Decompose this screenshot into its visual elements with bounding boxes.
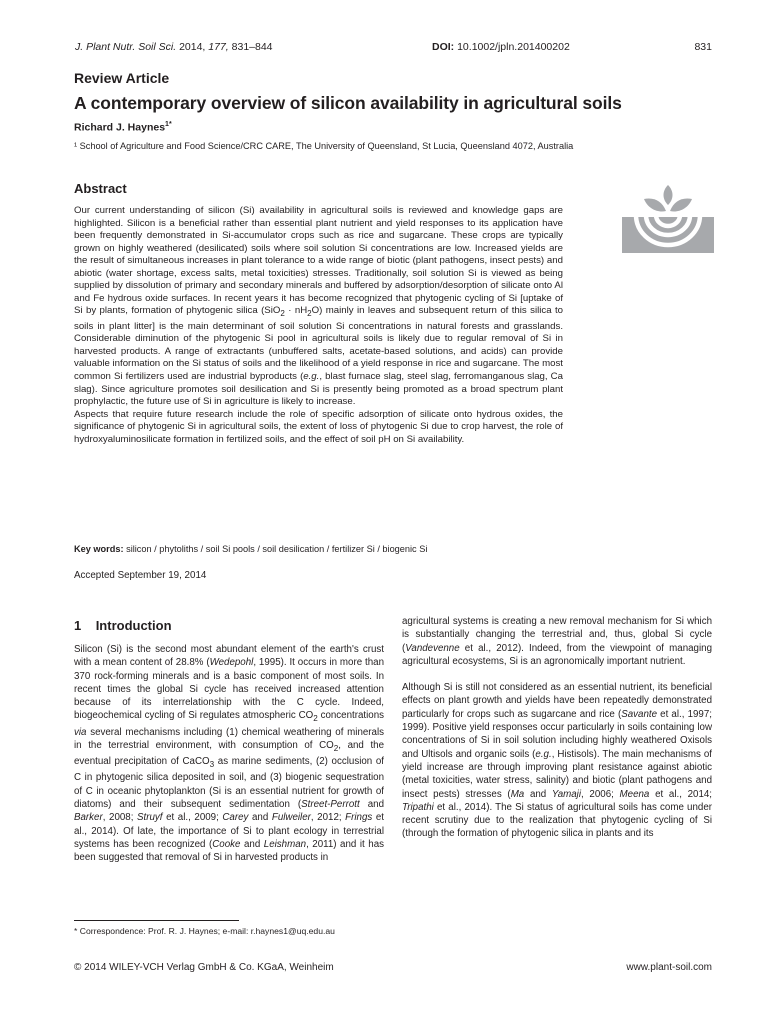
text-run: et al., 2012). Indeed, from the viewpoint of managing agricultural ecosystems, Si is an agronomically important nutrient. <box>402 642 712 667</box>
citation-author[interactable]: Wedepohl <box>209 657 254 669</box>
abstract-paragraph-1 <box>74 205 563 409</box>
text-run: et al., 1997; 1999). Positive yield responses occur particularly in soils containing low concentrations of Si in soil solution including highly weathered Oxisols and Ultisols and organic soils ( <box>402 708 712 760</box>
doi[interactable] <box>432 41 570 53</box>
running-header-citation <box>75 41 273 53</box>
citation-author[interactable]: Savante <box>621 708 657 720</box>
text-run: Although Si is still not considered as an essential nutrient, its beneficial effects on plant growth and yields have been repeatedly demonstrated particularly for crops such as sugarcane and rice ( <box>402 682 712 720</box>
article-title: A contemporary overview of silicon availability in agricultural soils <box>74 93 622 113</box>
author <box>74 121 172 134</box>
article-type: Review Article <box>74 70 170 86</box>
italic-run: e.g. <box>303 371 320 383</box>
text-run: et al., 2014; <box>649 788 713 800</box>
citation-author[interactable]: Ma <box>510 788 525 800</box>
text-run: and <box>524 788 552 800</box>
correspondence-footnote: * Correspondence: Prof. R. J. Haynes; e-mail: r.haynes1@uq.edu.au <box>74 926 335 936</box>
citation-author[interactable]: Tripathi <box>402 801 434 813</box>
journal-pages: 831–844 <box>231 41 273 53</box>
text-run: and <box>240 838 264 850</box>
intro-column-right <box>402 615 712 854</box>
website-link[interactable]: www.plant-soil.com <box>626 962 712 973</box>
citation-author[interactable]: Carey <box>222 812 249 824</box>
doi-value: 10.1002/jpln.201400202 <box>457 41 570 53</box>
text-run: and <box>359 799 384 811</box>
text-run: Silicon (Si) is the second most abundant element of the earth's crust with a mean content of 28.8% ( <box>74 644 384 669</box>
journal-name: J. Plant Nutr. Soil Sci. <box>75 41 177 53</box>
text-run: , 2012; <box>310 812 346 824</box>
citation-author[interactable]: Street-Perrott <box>301 799 360 811</box>
citation-author[interactable]: Fulweiler <box>271 812 311 824</box>
abstract-paragraph-2: Aspects that require future research include the role of specific adsorption of silicate onto hydrous oxides, the significance of phytogenic Si in agricultural soils, the extent of loss of phytogenic Si due to crop harvest, the role of hydroxyaluminosilicate formation in fertilized soils, and the effect of soil pH on Si availability. <box>74 408 563 445</box>
section-heading-introduction <box>74 618 172 633</box>
subscript: 2 <box>333 743 339 753</box>
journal-volume: 177, <box>208 41 229 53</box>
citation-author[interactable]: Frings <box>345 812 373 824</box>
text-run: , blast furnace slag, steel slag, ferromanganous slag, Ca slag). Since agriculture promotes soil desilication and Si is presently being promoted as a broad spectrum plant prophylactic, the future use of Si in agriculture is likely to increase. <box>74 371 563 408</box>
intro-paragraph-1 <box>74 643 384 865</box>
subscript: 2 <box>280 309 285 319</box>
text-run: several mechanisms including (1) chemical weathering of minerals in the terrestrial environment, with consumption of CO <box>74 726 384 752</box>
citation-author[interactable]: Vandevenne <box>405 642 460 654</box>
text-run: as marine sediments, (2) occlusion of C in phytogenic silica deposited in soil, and (3) biogenic sequestration of C in oceanic phytoplankton (Si is an essential nutrient for growth of diatoms) and their subsequent sedimentation ( <box>74 756 384 811</box>
text-run: , 1995). It occurs in more than 370 rock-forming minerals and is a basic component of most soils. In recent times the global Si cycle has received increased attention because of its interrelationship with the C cycle. Indeed, biogeochemical cycling of Si regulates atmospheric CO <box>74 657 384 722</box>
text-run: , 2006; <box>581 788 620 800</box>
keywords-text: silicon / phytoliths / soil Si pools / soil desilication / fertilizer Si / biogenic Si <box>126 544 428 554</box>
author-marks: 1* <box>165 121 172 128</box>
text-run: , Histisols). The main mechanisms of yield increase are through improving plant resistance against abiotic (metal toxicities, water stress, salinity) and biotic (plant pathogens and insect pests) stresses ( <box>402 748 712 800</box>
text-run: et al., 2014). The Si status of agricultural soils has come under recent scrutiny due to the realization that phytogenic cycling of Si (through the formation of phytogenic silica in plants and its <box>402 801 712 840</box>
doi-label: DOI: <box>432 41 455 53</box>
text-run: et al., 2009; <box>162 812 223 824</box>
text-run: and <box>248 812 272 824</box>
abstract-heading: Abstract <box>74 181 127 196</box>
author-name: Richard J. Haynes <box>74 121 166 134</box>
text-run: O) mainly in leaves and subsequent return of this silica to soils in plant litter] is the main determinant of soil solution Si concentrations in natural forests and grasslands. Considerable diminution of the phytogenic Si pool in agricultural soils is likely due to regular removal of Si in harvested products. A range of extractants (unbuffered salts, acetate-based solutions, and acids) can provide valuable information on the Si status of soils and the likelihood of a yield response in rice and sugarcane. The most common Si fertilizers used are industrial byproducts ( <box>74 305 563 383</box>
keywords-label: Key words: <box>74 544 124 554</box>
page-number: 831 <box>694 41 712 53</box>
intro-column-left <box>74 643 384 878</box>
citation-author[interactable]: Struyf <box>137 812 163 824</box>
intro-paragraph-3 <box>402 681 712 841</box>
subscript: 2 <box>307 309 312 319</box>
section-number: 1 <box>74 618 82 633</box>
text-run: · nH <box>284 305 308 317</box>
text-run: , 2008; <box>102 812 138 824</box>
citation-author[interactable]: Yamaji <box>551 788 582 800</box>
subscript: 2 <box>313 714 318 724</box>
copyright-notice: © 2014 WILEY-VCH Verlag GmbH & Co. KGaA, Weinheim <box>74 962 334 973</box>
text-run: agricultural systems is creating a new removal mechanism for Si which is substantially changing the terrestrial and, thus, global Si cycle ( <box>402 616 712 654</box>
text-run: et al., 2014). Of late, the importance of Si to plant ecology in terrestrial systems has been recognized ( <box>74 812 384 850</box>
citation-author[interactable]: Meena <box>619 788 650 800</box>
italic-run: e.g. <box>535 748 552 760</box>
subscript: 3 <box>209 760 215 770</box>
footnote-divider <box>74 920 239 921</box>
plant-leaf-logo-icon <box>622 185 714 253</box>
affiliation: ¹ School of Agriculture and Food Science/CRC CARE, The University of Queensland, St Lucia, Queensland 4072, Australia <box>74 141 574 151</box>
accepted-date: Accepted September 19, 2014 <box>74 570 207 581</box>
journal-year: 2014, <box>179 41 206 53</box>
intro-paragraph-2 <box>402 615 712 668</box>
text-run: Our current understanding of silicon (Si) availability in agricultural soils is reviewed and knowledge gaps are highlighted. Silicon is a beneficial rather than essential plant nutrient and yield responses to its application have been frequently demonstrated in Si-accumulator crops such as rice and sugarcane. These crops are typically grown on highly weathered (desilicated) soils where soil solution Si concentrations are low. Increased yields are the result of simultaneous increases in plant tolerance to a wide range of biotic (plant pathogens, insect pests) and abiotic (water shortage, excess salts, metal toxicities) stresses. Traditionally, soil solution Si is viewed as being supplied by dissolution of primary and secondary minerals and buffered by adsorption/desorption of silicate onto Al and Fe hydrous oxide surfaces. In recent years it has become recognized that phytogenic cycling of Si [uptake of Si by plants, formation of phytogenic silica (SiO <box>74 205 563 317</box>
citation-author[interactable]: Leishman <box>263 838 307 850</box>
text-run: concentrations <box>317 710 385 722</box>
text-run: , and the eventual precipitation of CaCO <box>74 740 385 768</box>
citation-author[interactable]: Cooke <box>212 838 241 850</box>
italic-run: via <box>74 726 87 738</box>
section-title: Introduction <box>95 618 172 633</box>
abstract-body <box>74 205 563 446</box>
citation-author[interactable]: Barker <box>74 812 103 824</box>
text-run: , 2011) and it has been suggested that removal of Si in harvested products in <box>74 838 384 864</box>
keywords <box>74 544 427 554</box>
